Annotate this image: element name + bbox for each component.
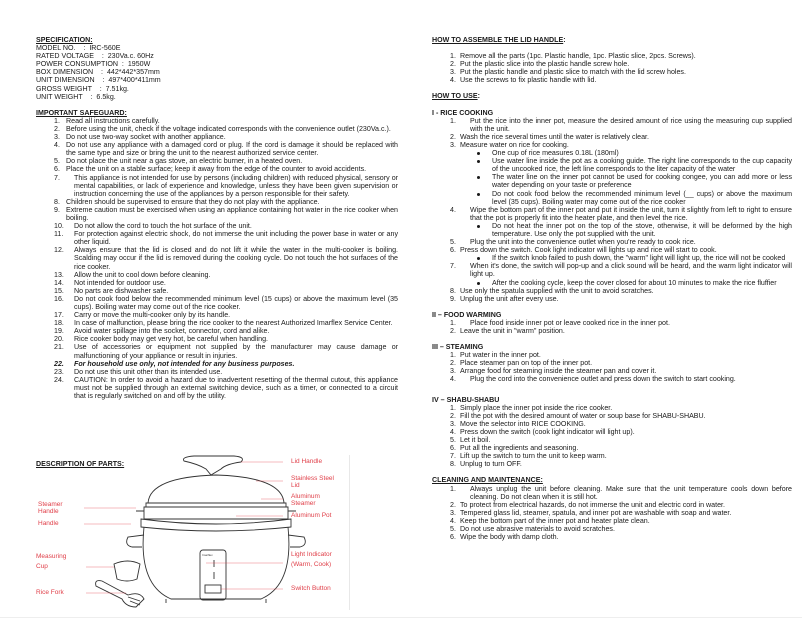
- item-number: 10.: [54, 222, 64, 231]
- heading-text: HOW TO ASSEMBLE THE LID HANDLE: [432, 36, 564, 44]
- bullet-text: Use water line inside the pot as a cooking guide. The right line corresponds to the cup capacity of the uncooked rice, the left line corresponds to the liter capacity of the water: [492, 157, 792, 174]
- item-text: Rice cooker body may get very hot, be careful when handling.: [74, 335, 269, 344]
- steaming-heading: III – STEAMING: [432, 343, 484, 352]
- parts-heading: DESCRIPTION OF PARTS:: [36, 460, 125, 468]
- heading-colon: :: [477, 92, 480, 101]
- item-number: 3.: [450, 419, 456, 428]
- safeguard-item: [36, 117, 398, 125]
- item-number: 15.: [54, 286, 64, 295]
- item-text: Avoid water spillage into the socket, connector, cord and alike.: [74, 327, 270, 336]
- safeguard-item: [36, 376, 398, 400]
- spec-box-dimension: BOX DIMENSION : 442*442*357mm: [36, 68, 160, 77]
- label-aluminum-steamer: [291, 494, 320, 507]
- rice-step: [432, 133, 792, 141]
- brand-mark: Imarflex: [202, 553, 213, 557]
- item-text: Plug the cord into the convenience outlet and press down the switch to start cooking.: [470, 375, 736, 384]
- item-text: This appliance is not intended for use by persons (including children) with reduced physical, sensory or mental capabilities, or lack of experience and knowledge, unless they have been given supervision or instruction concerning the use of the appliances by a person responsible for their safety.: [74, 173, 398, 198]
- item-number: 4.: [450, 76, 456, 85]
- rice-step: [432, 246, 792, 254]
- label-lid-handle: Lid Handle: [291, 458, 323, 465]
- item-text: Simply place the inner pot inside the rice cooker.: [460, 403, 613, 412]
- assemble-list: [432, 52, 792, 84]
- cleaning-list: [432, 485, 792, 542]
- rice-step-6-bullets: [432, 254, 792, 262]
- safeguard-item: [36, 198, 398, 206]
- item-number: 9.: [450, 294, 456, 303]
- spec-unit-weight: UNIT WEIGHT : 6.5kg.: [36, 92, 116, 101]
- bullet-icon: [476, 254, 492, 262]
- spec-voltage: RATED VOLTAGE : 230Va.c. 60Hz: [36, 52, 154, 61]
- item-number: 17.: [54, 311, 64, 320]
- steaming-list: [432, 351, 792, 383]
- item-text: Press down the switch (cook light indicator will light up).: [460, 427, 635, 436]
- item-text: Do not use abrasive materials to avoid scratches.: [460, 524, 615, 533]
- label-line: Stainless Steel: [291, 475, 334, 482]
- item-number: 13.: [54, 270, 64, 279]
- item-text: Move the selector into RICE COOKING.: [460, 419, 586, 428]
- item-number: 7.: [450, 262, 456, 271]
- item-number: 2.: [450, 327, 456, 335]
- item-text: Do not allow the cord to touch the hot surface of the unit.: [74, 222, 252, 231]
- item-text: Put all the ingredients and seasoning.: [460, 444, 579, 453]
- label-measuring-cup: [36, 554, 66, 570]
- item-number: 16.: [54, 294, 64, 303]
- bullet-text: After the cooking cycle, keep the cover closed for about 10 minutes to make the rice fluffier: [492, 278, 777, 287]
- item-number: 3.: [450, 140, 456, 149]
- bullet-text: The water line on the inner pot cannot be used for cooking congee, you can add more or less water depending on your taste or preference: [492, 173, 792, 190]
- item-text: For protection against electric shock, do not immerse the unit including the power base in water or any other liquid.: [74, 230, 398, 247]
- label-light-indicator: [291, 552, 332, 568]
- shabu-step: [432, 404, 792, 412]
- item-number: 6.: [450, 533, 456, 542]
- safeguard-item: [36, 206, 398, 222]
- rice-step: [432, 262, 792, 278]
- item-text: Do not use any appliance with a damaged cord or plug. If the cord is damage it should be replaced with the same type and size or bring the unit to the nearest authorized service center.: [66, 141, 398, 158]
- item-number: 4.: [450, 205, 456, 214]
- label-aluminum-pot: Aluminum Pot: [291, 512, 332, 519]
- item-text: Use only the spatula supplied with the unit to avoid scratches.: [460, 286, 654, 295]
- bullet-item: [476, 157, 792, 173]
- item-text: Lift up the switch to turn the unit to keep warm.: [460, 452, 607, 461]
- item-number: 8.: [450, 460, 456, 469]
- bullet-text: One cup of rice measures 0.18L (180ml): [492, 149, 619, 158]
- item-text: Use of accessories or equipment not supplied by the manufacturer may cause damage or malfunctioning of your appliance or result in injuries.: [74, 343, 398, 360]
- cleaning-heading: CLEANING AND MAINTENANCE:: [432, 476, 543, 485]
- item-text: Wipe the bottom part of the inner pot and put it inside the unit, turn it slightly from left to right to ensure that the pot is properly fit into the heater plate, and then level the rice.: [470, 205, 792, 222]
- steaming-step: [432, 351, 792, 359]
- bullet-text: Do not cook food below the recommended minimum level (__ cups) or above the maximum level (35 cups). Boiling water may come out of the rice cooker: [492, 189, 792, 206]
- specification-list: [36, 44, 398, 101]
- item-text: For household use only, not intended for any business purposes.: [74, 359, 295, 368]
- item-number: 5.: [450, 436, 456, 445]
- rice-step: [432, 287, 792, 295]
- item-number: 7.: [54, 173, 60, 182]
- bullet-icon: [476, 173, 492, 189]
- item-number: 3.: [54, 133, 60, 142]
- rice-step-4-bullets: [432, 222, 792, 238]
- item-number: 1.: [450, 351, 456, 360]
- label-line: Light Indicator: [291, 551, 332, 558]
- item-text: No parts are dishwasher safe.: [74, 286, 169, 295]
- item-text: Always unplug the unit before cleaning. Make sure that the unit temperature cools down before cleaning. Do not clean when it is still hot.: [470, 484, 792, 501]
- spec-power: POWER CONSUMPTION : 1950W: [36, 60, 151, 69]
- item-text: Wipe the body with damp cloth.: [460, 533, 559, 542]
- item-number: 1.: [450, 484, 456, 493]
- safeguard-item: [36, 133, 398, 141]
- shabu-step: [432, 412, 792, 420]
- cleaning-step: [432, 509, 792, 517]
- item-number: 2.: [450, 500, 456, 509]
- item-number: 3.: [450, 367, 456, 376]
- warming-step: [432, 327, 792, 335]
- bullet-icon: [476, 279, 492, 287]
- rice-step-7-bullets: [432, 279, 792, 287]
- item-number: 4.: [450, 516, 456, 525]
- bullet-item: [476, 173, 792, 189]
- left-column: [36, 36, 398, 400]
- item-text: When it's done, the switch will pop-up and a click sound will be heard, and the warm light indicator will light up.: [470, 262, 792, 279]
- item-number: 2.: [450, 359, 456, 368]
- specification-heading: SPECIFICATION:: [36, 36, 93, 44]
- item-text: Measure water on rice for cooking.: [460, 140, 569, 149]
- steaming-step: [432, 359, 792, 367]
- assemble-step: [432, 68, 792, 76]
- spec-model: MODEL NO. : IRC-560E: [36, 44, 121, 53]
- item-text: Keep the bottom part of the inner pot and heater plate clean.: [460, 516, 650, 525]
- item-text: Put the plastic handle and plastic slice to match with the lid screw holes.: [460, 68, 686, 77]
- label-steamer-handle: [38, 502, 63, 515]
- safeguard-item-emphasis: [36, 360, 398, 368]
- item-number: 2.: [54, 124, 60, 133]
- item-text: Children should be supervised to ensure that they do not play with the appliance.: [66, 197, 320, 206]
- safeguard-item: [36, 157, 398, 165]
- item-number: 1.: [450, 116, 456, 125]
- item-number: 23.: [54, 367, 64, 376]
- item-text: Use the screws to fix plastic handle with lid.: [460, 76, 597, 85]
- safeguard-item: [36, 327, 398, 335]
- safeguard-item: [36, 222, 398, 230]
- item-number: 19.: [54, 327, 64, 336]
- rice-cooking-heading: I - RICE COOKING: [432, 108, 494, 117]
- safeguard-item: [36, 271, 398, 279]
- bullet-item: [476, 149, 792, 157]
- cleaning-step: [432, 517, 792, 525]
- item-number: 8.: [450, 286, 456, 295]
- safeguard-item: [36, 343, 398, 359]
- heading-colon: :: [563, 36, 566, 44]
- warming-step: [432, 319, 792, 327]
- item-text: Not intended for outdoor use.: [74, 278, 166, 287]
- label-stainless-steel-lid: [291, 476, 334, 489]
- divider: [349, 455, 350, 610]
- assemble-step: [432, 76, 792, 84]
- bullet-icon: [476, 222, 492, 238]
- item-text: To protect from electrical hazards, do not immerse the unit and electric cord in water.: [460, 500, 725, 509]
- bullet-item: [476, 190, 792, 206]
- item-text: Leave the unit in "warm" position.: [460, 327, 565, 335]
- cleaning-step: [432, 501, 792, 509]
- safeguard-item: [36, 319, 398, 327]
- steaming-step: [432, 375, 792, 383]
- item-text: Do not use two-way socket with another appliance.: [66, 133, 226, 142]
- shabu-heading: IV – SHABU-SHABU: [432, 395, 500, 404]
- item-text: Remove all the parts (1pc. Plastic handle, 1pc. Plastic slice, 2pcs. Screws).: [460, 52, 696, 61]
- safeguard-item: [36, 165, 398, 173]
- assemble-step: [432, 60, 792, 68]
- safeguard-item: [36, 279, 398, 287]
- item-text: Always ensure that the lid is closed and do not lift it while the water in the multi-cooker is boiling. Scalding may occur if the lid is removed during the cooking cycle. Do not touch the hot surfaces of the rice cooker.: [74, 246, 398, 271]
- parts-diagram-section: [36, 455, 406, 615]
- cleaning-step: [432, 533, 792, 541]
- safeguard-item: [36, 246, 398, 270]
- item-text: CAUTION: In order to avoid a hazard due to inadvertent resetting of the thermal cutout, this appliance must not be supplied through an external switching device, such as a timer, or connected to a circuit that is regularly switched on and off by the utility.: [74, 375, 398, 401]
- spec-gross-weight: GROSS WEIGHT : 7.51kg.: [36, 84, 129, 93]
- item-number: 22.: [54, 359, 64, 368]
- food-warming-list: [432, 319, 792, 335]
- item-number: 20.: [54, 335, 64, 344]
- item-text: Allow the unit to cool down before cleaning.: [74, 270, 211, 279]
- item-text: Arrange food for steaming inside the steamer pan and cover it.: [460, 367, 657, 376]
- item-text: Plug the unit into the convenience outlet when you're ready to cook rice.: [470, 238, 696, 247]
- bullet-item: [476, 279, 792, 287]
- item-text: Before using the unit, check if the voltage indicated corresponds with the convenience outlet (230Va.c.).: [66, 124, 391, 133]
- item-number: 1.: [450, 403, 456, 412]
- item-number: 4.: [450, 427, 456, 436]
- item-number: 24.: [54, 375, 64, 384]
- item-number: 6.: [450, 246, 456, 255]
- item-number: 6.: [450, 444, 456, 453]
- label-line: Cup: [36, 562, 48, 570]
- safeguard-list: [36, 117, 398, 400]
- item-text: Unplug to turn OFF.: [460, 460, 522, 469]
- bullet-icon: [476, 149, 492, 157]
- rice-cooker-illustration: [36, 455, 406, 615]
- item-number: 7.: [450, 452, 456, 461]
- right-column: [432, 36, 792, 541]
- item-number: 4.: [450, 375, 456, 384]
- rice-step: [432, 238, 792, 246]
- rice-cooking-list: [432, 117, 792, 303]
- rice-step: [432, 295, 792, 303]
- rice-step: [432, 117, 792, 133]
- item-text: Put water in the inner pot.: [460, 351, 541, 360]
- label-handle: Handle: [38, 520, 59, 527]
- safeguard-item: [36, 125, 398, 133]
- cleaning-step: [432, 525, 792, 533]
- item-number: 2.: [450, 60, 456, 69]
- safeguard-item: [36, 335, 398, 343]
- label-line: Lid: [291, 481, 300, 489]
- item-number: 5.: [450, 524, 456, 533]
- item-text: Do not use this unit other than its intended use.: [74, 367, 223, 376]
- item-number: 3.: [450, 68, 456, 77]
- item-number: 5.: [54, 157, 60, 166]
- safeguard-item: [36, 368, 398, 376]
- item-text: Carry or move the multi-cooker only by its handle.: [74, 311, 231, 320]
- item-number: 21.: [54, 343, 64, 352]
- steaming-step: [432, 367, 792, 375]
- item-number: 8.: [54, 197, 60, 206]
- bullet-item: [476, 222, 792, 238]
- page-bottom-edge: [0, 617, 802, 618]
- item-number: 6.: [54, 165, 60, 174]
- safeguard-item: [36, 287, 398, 295]
- item-number: 3.: [450, 508, 456, 517]
- label-line: Handle: [38, 507, 59, 515]
- item-number: 4.: [54, 141, 60, 150]
- heading-text: HOW TO USE: [432, 92, 478, 101]
- item-text: In case of malfunction, please bring the rice cooker to the nearest Authorized Imarflex Service Center.: [74, 319, 393, 328]
- item-text: Fill the pot with the desired amount of water or soup base for SHABU-SHABU.: [460, 411, 706, 420]
- item-text: Do not cook food below the recommended minimum level (15 cups) or above the maximum level (35 cups). Boiling water may come out of the rice cooker.: [74, 294, 398, 311]
- safeguard-item: [36, 141, 398, 157]
- bullet-item: [476, 254, 792, 262]
- item-text: Extreme caution must be exercised when using an appliance containing hot water in the rice cooker when boiling.: [66, 205, 398, 222]
- item-number: 2.: [450, 411, 456, 420]
- item-text: Wash the rice several times until the water is relatively clear.: [460, 132, 649, 141]
- label-line: (Warm, Cook): [291, 560, 332, 568]
- item-text: Press down the switch. Cook light indicator will lights up and rice will start to cook.: [460, 246, 717, 255]
- shabu-step: [432, 428, 792, 436]
- label-line: Measuring: [36, 553, 67, 560]
- bullet-icon: [476, 157, 492, 173]
- safeguard-item: [36, 311, 398, 319]
- shabu-list: [432, 404, 792, 469]
- shabu-step: [432, 420, 792, 428]
- assemble-step: [432, 52, 792, 60]
- label-switch-button: Switch Button: [291, 585, 331, 592]
- label-line: Aluminum: [291, 493, 320, 500]
- label-line: Steamer: [38, 501, 63, 508]
- item-text: Let it boil.: [460, 436, 491, 445]
- item-text: Unplug the unit after every use.: [460, 294, 559, 303]
- safeguard-heading: IMPORTANT SAFEGUARD:: [36, 108, 127, 117]
- item-text: Place the unit on a stable surface; keep it away from the edge of the counter to avoid accidents.: [66, 165, 367, 174]
- safeguard-item: [36, 295, 398, 311]
- label-rice-fork: Rice Fork: [36, 589, 64, 596]
- item-number: 18.: [54, 319, 64, 328]
- spec-unit-dimension: UNIT DIMENSION : 497*400*411mm: [36, 76, 161, 85]
- food-warming-heading: II – FOOD WARMING: [432, 310, 502, 319]
- item-number: 2.: [450, 132, 456, 141]
- shabu-step: [432, 452, 792, 460]
- bullet-text: If the switch knob failed to push down, the "warm" light will light up, the rice will not be cooked: [492, 254, 786, 263]
- item-number: 14.: [54, 278, 64, 287]
- cleaning-step: [432, 485, 792, 501]
- item-number: 11.: [54, 230, 64, 239]
- item-text: Put the plastic slice into the plastic handle screw hole.: [460, 60, 630, 69]
- safeguard-item: [36, 230, 398, 246]
- label-line: Steamer: [291, 499, 316, 507]
- shabu-step: [432, 436, 792, 444]
- how-to-use-heading: [432, 92, 792, 100]
- item-text: Put the rice into the inner pot, measure the desired amount of rice using the measuring cup supplied with the unit.: [470, 116, 792, 133]
- item-text: Tempered glass lid, steamer, spatula, and inner pot are washable with soap and water.: [460, 508, 732, 517]
- item-number: 1.: [54, 116, 60, 125]
- rice-step: [432, 141, 792, 149]
- bullet-icon: [476, 190, 492, 206]
- shabu-step: [432, 460, 792, 468]
- item-number: 1.: [450, 52, 456, 61]
- item-text: Read all instructions carefully.: [66, 116, 160, 125]
- safeguard-item: [36, 174, 398, 198]
- item-number: 12.: [54, 246, 64, 255]
- bullet-text: Do not heat the inner pot on the top of the stove, otherwise, it will be deformed by the high temperature. Use only the pot supplied with the unit.: [492, 221, 792, 238]
- item-text: Place steamer pan on top of the inner pot.: [460, 359, 593, 368]
- shabu-step: [432, 444, 792, 452]
- item-number: 1.: [450, 318, 456, 327]
- item-number: 5.: [450, 238, 456, 247]
- rice-step: [432, 206, 792, 222]
- item-text: Place food inside inner pot or leave cooked rice in the inner pot.: [470, 318, 670, 327]
- item-number: 9.: [54, 205, 60, 214]
- item-text: Do not place the unit near a gas stove, an electric burner, in a heated oven.: [66, 157, 303, 166]
- rice-step-3-bullets: [432, 149, 792, 206]
- assemble-heading: [432, 36, 792, 44]
